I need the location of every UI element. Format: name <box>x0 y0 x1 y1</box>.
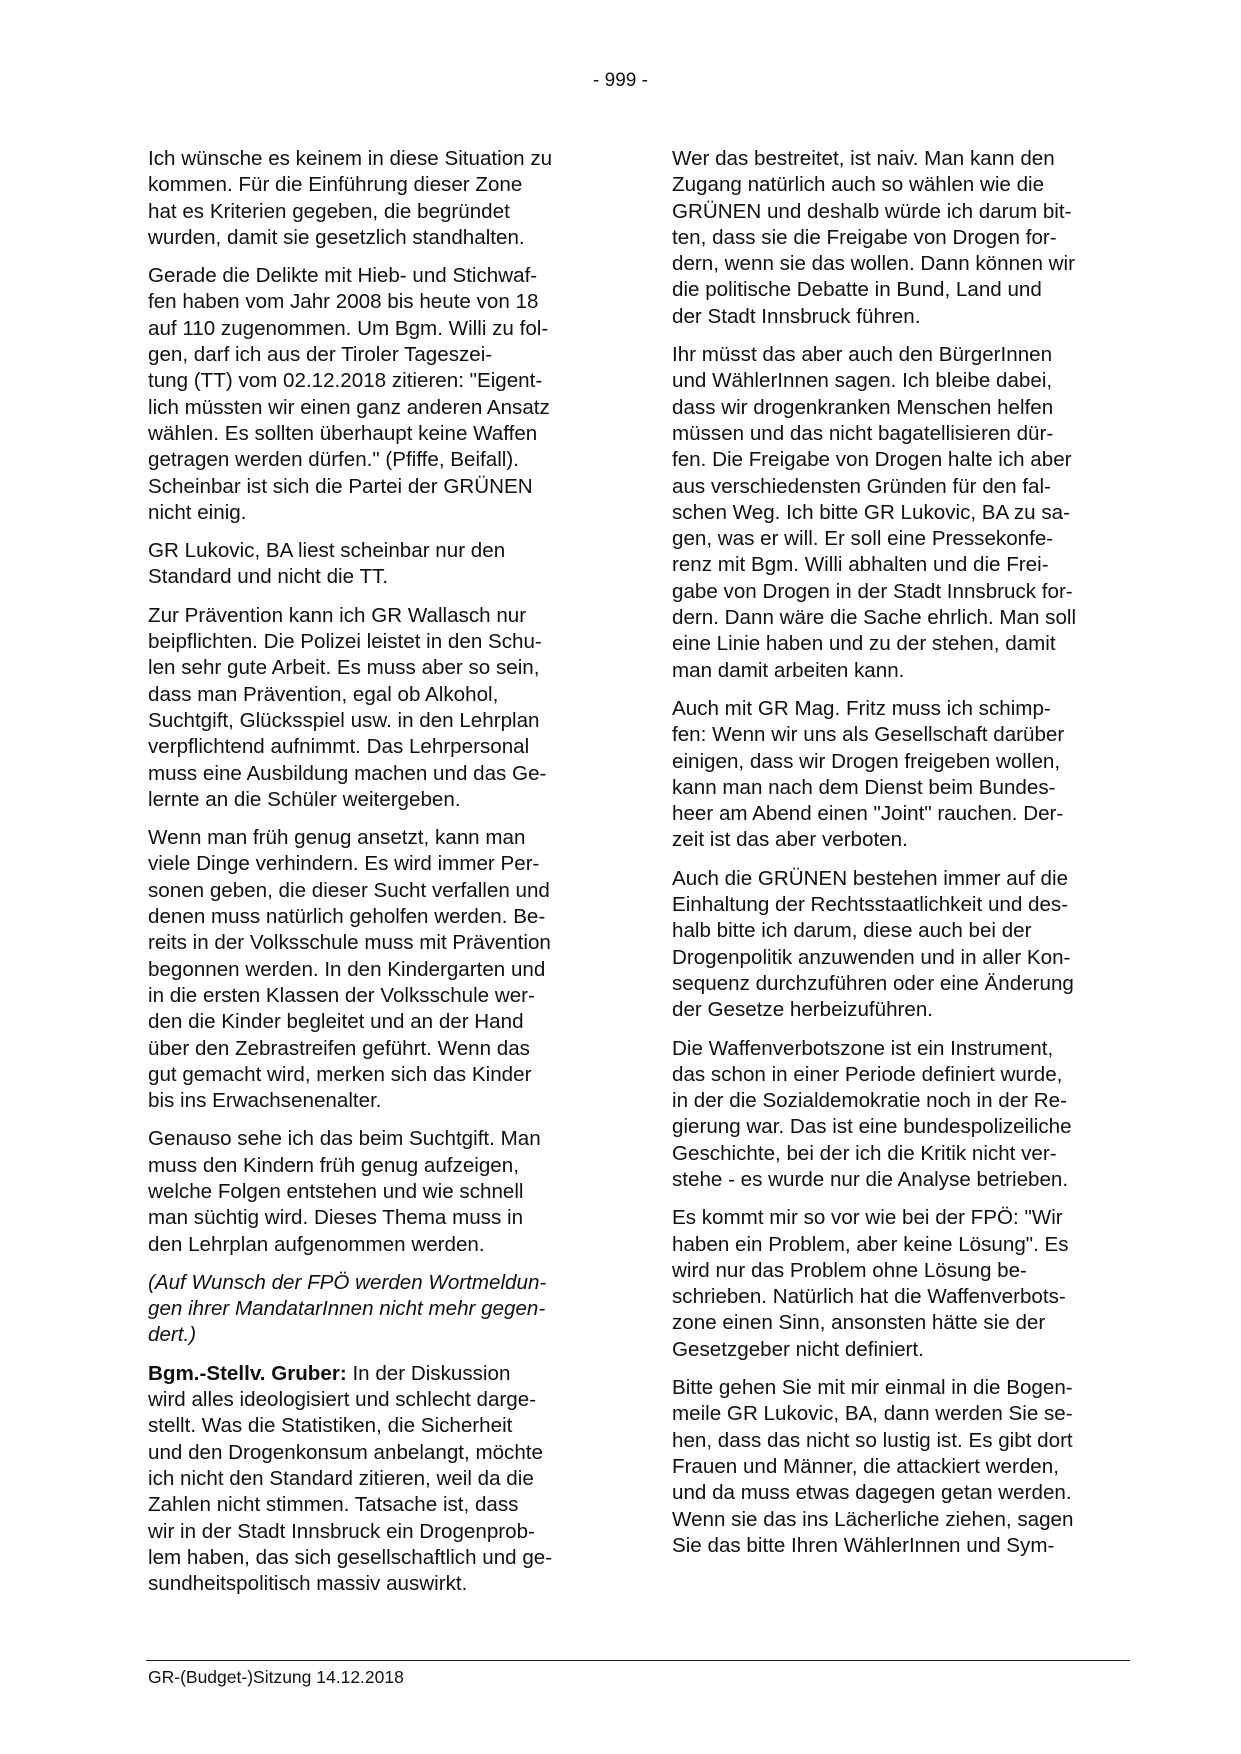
paragraph: Genauso sehe ich das beim Suchtgift. Man muss den Kindern früh genug aufzeigen, welche Folgen entstehen und wie schnell man süchtig wird. Dieses Thema muss in den Lehrplan aufgenommen werden. <box>148 1127 541 1256</box>
paragraph: Bitte gehen Sie mit mir einmal in die Bogen- meile GR Lukovic, BA, dann werden Sie se- hen, dass das nicht so lustig ist. Es gibt dort Frauen und Männer, die attackiert werden, und da muss etwas dagegen getan werden. Wenn sie das ins Lächerliche ziehen, sagen Sie das bitte Ihren WählerInnen und Sym- <box>672 1376 1074 1557</box>
paragraph: Es kommt mir so vor wie bei der FPÖ: "Wir haben ein Problem, aber keine Lösung". Es wird nur das Problem ohne Lösung be- schrieben. Natürlich hat die Waffenverbots- zone einen Sinn, ansonsten hätte sie der Gesetzgeber nicht definiert. <box>672 1206 1069 1361</box>
paragraph: GR Lukovic, BA liest scheinbar nur den Standard und nicht die TT. <box>148 539 506 589</box>
paragraph: Ihr müsst das aber auch den BürgerInnen und WählerInnen sagen. Ich bleibe dabei, dass wir drogenkranken Menschen helfen müssen und das nicht bagatellisieren dür- fen. Die Freigabe von Drogen halte ich aber aus verschiedensten Gründen für den fal- schen Weg. Ich bitte GR Lukovic, BA zu sa- gen, was er will. Er soll eine Pressekonfe- renz mit Bgm. Willi abhalten und die Frei- gabe von Drogen in der Stadt Innsbruck for- dern. Dann wäre die Sache ehrlich. Man soll eine Linie haben und zu der stehen, damit man damit arbeiten kann. <box>672 343 1077 682</box>
paragraph: Wenn man früh genug ansetzt, kann man viele Dinge verhindern. Es wird immer Per- sonen geben, die dieser Sucht verfallen und denen muss natürlich geholfen werden. Be- reits in der Volksschule muss mit Prävention begonnen werden. In den Kindergarten und in die ersten Klassen der Volksschule wer- den die Kinder begleitet und an der Hand über den Zebrastreifen geführt. Wenn das gut gemacht wird, merken sich das Kinder bis ins Erwachsenenalter. <box>148 826 551 1113</box>
paragraph: Ich wünsche es keinem in diese Situation zu kommen. Für die Einführung dieser Zone hat es Kriterien gegeben, die begründet wurden, damit sie gesetzlich standhalten. <box>148 147 553 249</box>
paragraph: Die Waffenverbotszone ist ein Instrument, das schon in einer Periode definiert wurde, in der die Sozialdemokratie noch in der Re- gierung war. Das ist eine bundespolizeiliche Geschichte, bei der ich die Kritik nicht ver- stehe - es wurde nur die Analyse betrieben. <box>672 1036 1072 1191</box>
speaker-paragraph <box>148 1361 600 1598</box>
paragraph: Zur Prävention kann ich GR Wallasch nur beipflichten. Die Polizei leistet in den Schu- len sehr gute Arbeit. Es muss aber so sein, dass man Prävention, egal ob Alkohol, Suchtgift, Glücksspiel usw. in den Lehrplan verpflichtend aufnimmt. Das Lehrpersonal muss eine Ausbildung machen und das Ge- lernte an die Schüler weitergeben. <box>148 603 547 811</box>
paragraph: Gerade die Delikte mit Hieb- und Stichwaf- fen haben vom Jahr 2008 bis heute von 18 auf 110 zugenommen. Um Bgm. Willi zu fol- gen, darf ich aus der Tiroler Tageszei- tung (TT) vom 02.12.2018 zitieren: "Eigent- lich müssten wir einen ganz anderen Ansatz wählen. Es sollten überhaupt keine Waffen getragen werden dürfen." (Pfiffe, Beifall). Scheinbar ist sich die Partei der GRÜNEN nicht einig. <box>148 264 550 524</box>
left-column <box>148 146 600 1609</box>
speaker-statement: In der Diskussion wird alles ideologisiert und schlecht darge- stellt. Was die Statistiken, die Sicherheit und den Drogenkonsum anbelangt, möchte ich nicht den Standard zitieren, weil da die Zahlen nicht stimmen. Tatsache ist, dass wir in der Stadt Innsbruck ein Drogenprob- lem haben, das sich gesellschaftlich und ge- sundheitspolitisch massiv auswirkt. <box>148 1361 553 1596</box>
paragraph: Auch mit GR Mag. Fritz muss ich schimp- fen: Wenn wir uns als Gesellschaft darüber einigen, dass wir Drogen freigeben wollen, kann man nach dem Dienst beim Bundes- heer am Abend einen "Joint" rauchen. Der- zeit ist das aber verboten. <box>672 696 1065 852</box>
footer-divider <box>146 1660 1130 1661</box>
speaker-name: Bgm.-Stellv. Gruber: <box>148 1361 347 1385</box>
paragraph: Wer das bestreitet, ist naiv. Man kann den Zugang natürlich auch so wählen wie die GRÜNEN und deshalb würde ich darum bit- ten, dass sie die Freigabe von Drogen for- dern, wenn sie das wollen. Dann können wir die politische Debatte in Bund, Land und der Stadt Innsbruck führen. <box>672 147 1075 328</box>
right-column <box>672 146 1124 1571</box>
page-number: - 999 - <box>593 70 648 91</box>
editorial-note: (Auf Wunsch der FPÖ werden Wortmeldun- gen ihrer MandatarInnen nicht mehr gegen- dert.) <box>148 1270 547 1347</box>
paragraph: Auch die GRÜNEN bestehen immer auf die Einhaltung der Rechtsstaatlichkeit und des- halb bitte ich darum, diese auch bei der Drogenpolitik anzuwenden und in aller Kon- sequenz durchzuführen oder eine Änderung der Gesetze herbeizuführen. <box>672 866 1074 1022</box>
footer-session-label: GR-(Budget-)Sitzung 14.12.2018 <box>148 1667 404 1687</box>
